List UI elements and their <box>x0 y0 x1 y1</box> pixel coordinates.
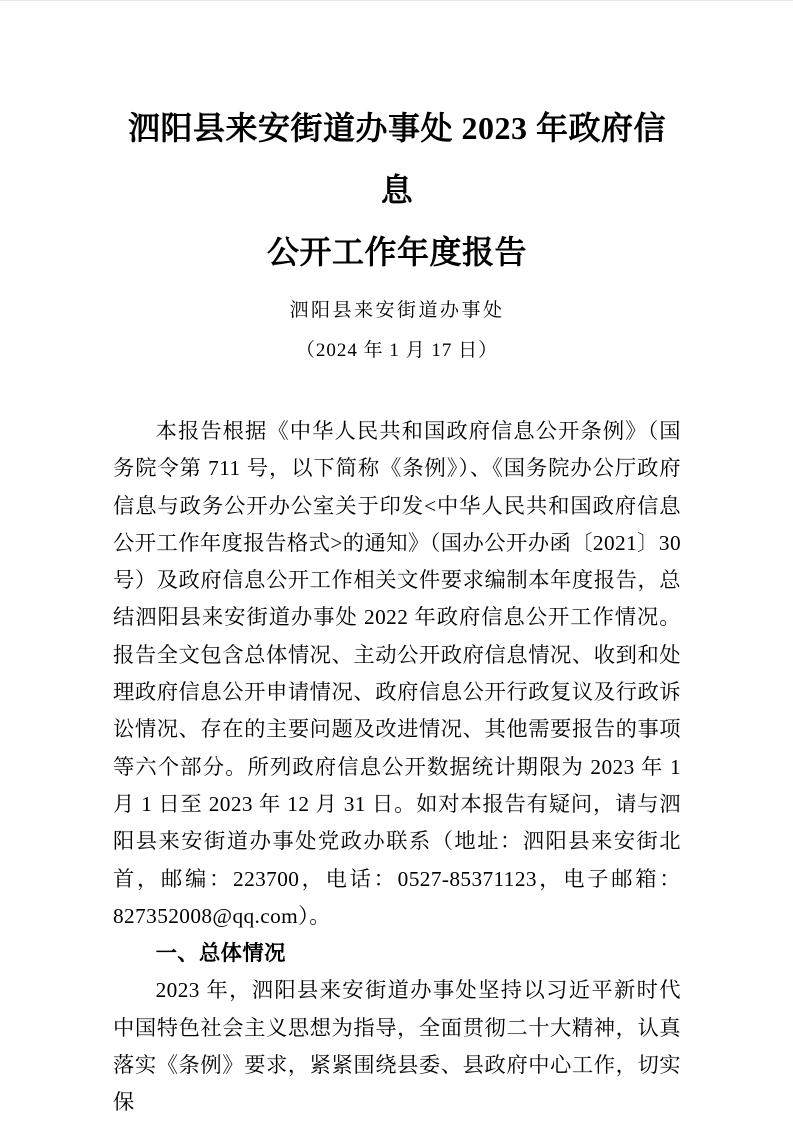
document-title <box>113 97 681 283</box>
intro-paragraph: 本报告根据《中华人民共和国政府信息公开条例》（国务院令第 711 号，以下简称《条例》）、《国务院办公厅政府信息与政务公开办公室关于印发<中华人民共和国政府信息公开工作年度报告格式>的通知》（国办公开办函〔2021〕30 号）及政府信息公开工作相关文件要求编制本年度报告，总结泗阳县来安街道办事处 2022 年政府信息公开工作情况。报告全文包含总体情况、主动公开政府信息情况、收到和处理政府信息公开申请情况、政府信息公开行政复议及行政诉讼情况、存在的主要问题及改进情况、其他需要报告的事项等六个部分。所列政府信息公开数据统计期限为 2023 年 1 月 1 日至 2023 年 12 月 31 日。如对本报告有疑问，请与泗阳县来安街道办事处党政办联系（地址：泗阳县来安街北首，邮编：223700，电话：0527-85371123，电子邮箱：827352008@qq.com）。 <box>113 419 681 928</box>
document-author: 泗阳县来安街道办事处 <box>289 300 505 321</box>
document-date: （2024 年 1 月 17 日） <box>295 340 499 361</box>
document-title-line2: 公开工作年度报告 <box>266 234 527 270</box>
document-title-line1: 泗阳县来安街道办事处 2023 年政府信息 <box>127 110 666 208</box>
document-content <box>113 1 681 1122</box>
section-1-heading: 一、总体情况 <box>155 941 286 966</box>
section-1-paragraph: 2023 年，泗阳县来安街道办事处坚持以习近平新时代中国特色社会主义思想为指导，全面贯彻二十大精神，认真落实《条例》要求，紧紧围绕县委、县政府中心工作，切实保 <box>113 978 681 1115</box>
